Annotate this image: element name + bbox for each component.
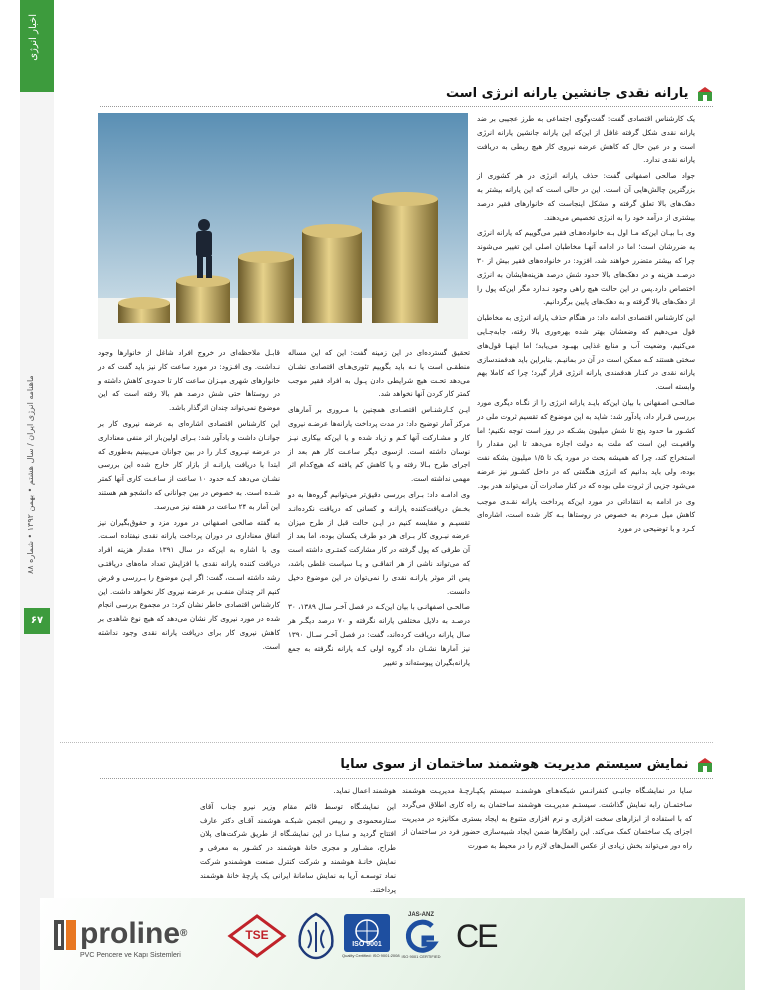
article2-rule [100, 778, 713, 779]
paragraph: هوشمند اعمال نماید. [333, 786, 396, 795]
article2-title-block [340, 757, 713, 772]
jas-anz-sub-label: ISO 9001 CERTIFIED [401, 954, 441, 959]
national-standard-emblem [294, 912, 338, 960]
standard-emblem-icon [294, 912, 338, 960]
iso-sub-label: Quality Certified: ISO 9001:2008 [342, 953, 400, 958]
coins-photo [98, 113, 468, 339]
article1-title-block [446, 86, 713, 101]
article1-column-middle [288, 346, 470, 782]
article2-title: نمایش سیستم مدیریت هوشمند ساختمان از سوی سایا [340, 757, 689, 772]
article1-column-right [477, 112, 695, 782]
jas-anz-label: JAS-ANZ [407, 912, 434, 918]
page-number: ۶۷ [24, 608, 50, 634]
paragraph: وی بـا بیـان این‌که مـا اول بـه خانواده‌هـای فقیر می‌گوییم که یارانه انرژی به ضررشان است؛ اما در ادامه آنهـا مخاطبان اصلی این تغییر می‌شوند چرا که بیشتر متضرر خواهند شد، افزود: در خانواده‌های فقیر بیش از ۳۰ درصـد هزینه و در دهک‌های بالا حدود شش درصد هزینه‌هایشان به انرژی اختصاص دارد.پس در این حالت هیچ راهی وجود نـدارد مگر این‌که پول را از دهک‌های بالا گرفته و به دهک‌های پایین برگردانیم. [477, 228, 695, 307]
ce-label: CE [456, 918, 497, 954]
article1-title: یارانه نقدی جانشین یارانه انرژی است [446, 86, 689, 101]
paragraph: ایـن کـارشنـاس اقتصـادی همچنین با مـروری بر آمارهای مرکز آمار توضیح داد: در مدت پرداخت یارانه‌ها عرضـه نیروی کار و مشـارکت آنها کـم و زیاد شده و یا این‌که بیکاری نیـز نوسان داشته است. ازسوی دیگر ساعـت کار هم بعد از اجرای طرح بـالا رفته و یا کاهش کم یافته که هیچ‌کدام اثر مهمی نداشته است. [288, 405, 470, 484]
paragraph: این کارشناس اقتصادی اشاره‌ای به عرضه نیروی کار بر جوانـان داشت و یادآور شد: بـرای اولین‌بار اثر منفی معناداری در عرضه نیـروی کـار را در بین جوانان می‌بینیم به‌طوری که ابتدا با دریافت یارانـه از بازار کار خارج شده این بررسی نشـان می‌دهد کـه حدود ۱۰ ساعت از ساعـت کاری آنها کمتر شـده است. به خصوص در بین جوانانی که دانشجو هم هستند این آمار به ۲۴ ساعت در هفته نیز می‌رسد. [98, 418, 280, 511]
article-divider [60, 742, 713, 743]
paragraph: صالحـی اصفهانـی با بیان این‌کـه در فصل آخـر سال ۱۳۸۹، ۳۰ درصـد به دلایل مختلفی یارانه نگرفته و ۷۰ درصد دیگـر هر سال یارانه دریافت کرده‌اند، گفت: در فصل آخـر سـال ۱۳۹۰ نیز آمارها نشـان داد گروه اولی کـه یارانه نگرفته به جمع یارانه‌بگیران پیوسته‌اند و تغییر [288, 602, 470, 667]
paragraph: این کارشناس اقتصادی ادامه داد: در هنگام حذف یارانه انرژی به مخاطبان قول می‌دهیم که وضعشان بهتر شده بهره‌وری بالا رفته، جابه‌جـایی می‌کنیم، وضعیت آب و منابع غذایی بهبـود می‌یابد؛ اما اینهـا قول‌های سختی هستند کـه ممکن است در آن در بمانیـم. بنابراین باید هدفمندسازی یارانه نقدی در کنـار هدفمندی یارانه انرژی قرار گیرد؛ چرا که کاملا بهم وابسته است. [477, 313, 695, 392]
jas-anz-badge [398, 912, 444, 962]
section-tab [20, 0, 54, 92]
paragraph: این نمایشـگاه توسط قائم مقام وزیر نیرو جناب آقای ستارمحمودی و رییس انجمن شبکـه هوشمند آقـای دکتر عارف افتتاح گردید و سایـا در این نمایشـگاه از طریق شرکت‌های پلان طراح، مشـاور و مجری خانۀ هوشمند در کشـور به معرفی و نمایش خانـۀ هوشمند و شرکت کنترل صنعت هوشمندو شرکت نماد توسعـه آریا به نمایش سامانۀ ایرانی یک پارچۀ خانۀ هوشمند پرداختند. [200, 801, 396, 894]
paragraph: وی در ادامه به انتقاداتی در مورد این‌که پرداخت یارانه نقـدی موجب کاهش میل مـردم به خصوص در روستاها بـه کار شده است، اشاره‌ای کـرد و با توضیحی در مورد [477, 496, 695, 534]
paragraph: وی ادامـه داد: بـرای بررسی دقیق‌تر می‌توانیم گروه‌ها به دو بخـش دریافت‌کننده یارانـه و کسانی که دریافت نکرده‌انـد تقسیـم و مقایسه کنیم در ایـن حالت قبل از طرح میزان عرضه نیـروی کار بـرای هر دو طرف یکسان بوده، اما بعد از آن طرفی که پول گرفته در کار مشارکت کمتـری داشته است که می‌تواند ناشی از هر اتفاقـی و یـا سیاست غلطی باشد، پس اثر موثر یارانـه نقدی را نمی‌توان در این موضوع دخیل دانست. [288, 489, 470, 596]
article2-column-left [200, 784, 396, 894]
iso-9001-badge [342, 914, 400, 962]
ce-mark [456, 918, 496, 954]
article1-column-left [98, 346, 280, 782]
iso-label: ISO 9001 [352, 941, 382, 948]
article1-rule [100, 106, 713, 107]
paragraph: سایا در نمایشـگاه جانبـی کنفرانـس شبکه‌هـای هوشمنـد سیستم یکپـارچـۀ مدیریـت هوشمند ساختمـان رابه نمایش گذاشت. سیستـم مدیریـت هوشمند ساختمان به راه کاری اطلاق می‌گردد که با استفاده از ابزارهای سخت افزاری و نرم افزاری متنوع به ایجاد بستری مکانیزه در مدیریت اجزای یک ساختمان کمک می‌کند. این راهکارها ضمن ایجاد شبیه‌سازی حضور فرد در ساختمان از راه دور می‌تواند بخش زیادی از عکس العمل‌های لازم را در محیط به صورت [402, 786, 692, 851]
paragraph: یک کارشناس اقتصادی گفت: گفت‌وگوی اجتماعی به طرز عجیبی بر ضد یارانه نقدی شکل گرفته غافل از این‌که این یارانه جانشین یارانه انرژی است و در عین حال که کاهش عرضه نیروی کار هیچ ربطی به دریافت یارانه نقدی ندارد. [477, 114, 695, 165]
paragraph: به گفته صالحی اصفهانی در مورد مزد و حقوق‌بگیران نیز اتفاق معناداری در دوران پرداخت یارانه نقدی نیفتاده اسـت. وی با اشاره به این‌که در سال ۱۳۹۱ مقدار هزینه افراد دریافت کننده یارانه نقدی با افزایش تعداد ماه‌های دریافتـی رشد داشته اسـت، گفت: اگر ایـن موضوع را بـررسی و فرض کنیم اثر چندان منفـی بر عرضه نیروی کار نخواهد داشت. این کارشناس اقتصادی خاطر نشان کرد: در مجموع بررسی انجام شده در مورد نیروی کار نشان می‌دهد که هیچ نوع شاهدی بر کاهش نیروی کار برای دریافت یارانه نقدی وجود نداشته است. [98, 517, 280, 651]
paragraph: تحقیق گسترده‌ای در این زمینه گفت: این که این مساله منطقـی است یا نـه باید بگوییم تئوری‌هـای اقتصادی نشـان می‌دهد تحـت هیچ شرایطی دادن پـول به افراد فقیر موجب کمتر کار کردن آنها نخواهد شد. [288, 348, 470, 399]
tse-logo [228, 914, 286, 958]
issue-info: ماهنامه انرژی ایران / سال هشتم • بهمن ۱۳۹۲ • شماره ۸۸ [26, 375, 35, 575]
proline-logo [54, 918, 204, 968]
brand-tagline: PVC Pencere ve Kapı Sistemleri [80, 952, 181, 959]
jas-anz-mark-icon [398, 920, 444, 954]
paragraph: صالحـی اصفهانی با بیان این‌که بایـد یارانه انرژی را از نگـاه دیگری مورد بررسی قـرار داد، یادآور شد: شاید به این موضوع که تقسیم ثروت ملی در کشـور ما حدود پنج تا شش میلیون بشـکه در روز است توجه نکنیم؛ اما واقعیـت این است که ملت به دولت اجازه می‌دهد تا این مقدار را استخراج کند، چرا که همیشه بحث در مورد یک تا ۱/۵ میلیون بشکه نفت بوده، ولی باید بدانیم که انرژی هنگفتی که در داخل کشـور نیز عرضه می‌شود جزیی از ثروت ملی بوده که در کنار صادرات آن می‌تواند هدر بود. [477, 397, 695, 490]
brand-registered: ® [180, 928, 188, 939]
news-bullet-icon [697, 758, 713, 772]
paragraph: قابـل ملاحظه‌ای در خروج افراد شاغل از خانوارها وجود نـداشت. وی افـزود: در مورد ساعت کار نیز باید گفت که در خانوارهای شهری میـزان ساعت کار تا حدودی کاهش داشته و در روستاها حتی شش درصد هم بالا رفته است که این موضوع نمی‌تواند چندان اثرگذار باشد. [98, 348, 280, 413]
paragraph: جواد صالحی اصفهانی گفت: حذف یارانه انرژی در هر کشوری از بزرگترین چالش‌هایی آن است. این در حالی است که این یارانه بیشتر به دهک‌های بالا تعلق گرفته و مشکل اینجاست که خانوارهای فقیر درصد بیشتری از درآمد خود را به انرژی تخصیص می‌دهند. [477, 171, 695, 222]
article2-column-right [402, 784, 692, 884]
brand-name: proline [80, 917, 181, 950]
section-tab-label: اخبار انرژی [28, 14, 39, 61]
tse-label: TSE [245, 928, 269, 942]
news-bullet-icon [697, 87, 713, 101]
